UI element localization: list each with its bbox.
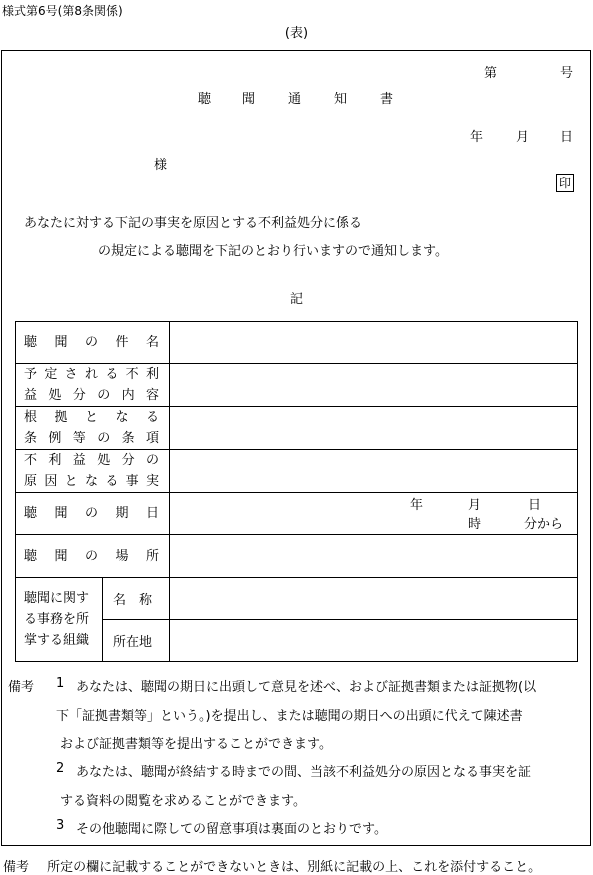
note-2-number: 2 xyxy=(56,761,65,776)
table-row xyxy=(16,578,578,620)
label-org-name: 名 称 xyxy=(103,578,170,620)
note-3-number: 3 xyxy=(56,818,65,833)
ki-heading: 記 xyxy=(290,292,304,307)
label-legal-basis: 根拠となる 条例等の条項 xyxy=(16,407,170,450)
value-case-name xyxy=(170,322,578,364)
seal-mark xyxy=(556,174,574,192)
label-case-name: 聴聞の件名 xyxy=(16,322,170,364)
value-planned-disposition xyxy=(170,364,578,407)
table-row xyxy=(16,322,578,364)
date-month: 月 xyxy=(516,130,530,145)
addressee-suffix: 様 xyxy=(154,158,168,173)
label-cause-facts: 不利益処分の 原因となる事実 xyxy=(16,450,170,493)
note-2-line-1: あなたは、聴聞が終結する時までの間、当該不利益処分の原因となる事実を証 xyxy=(76,765,532,780)
label-organization: 聴聞に関す る事務を所 掌する組織 xyxy=(16,578,103,662)
footer-text: 所定の欄に記載することができないときは、別紙に記載の上、これを添付すること。 xyxy=(47,860,542,875)
table-row xyxy=(16,493,578,535)
hearing-minute: 分から xyxy=(524,517,564,532)
table-row xyxy=(16,535,578,578)
hearing-year: 年 xyxy=(410,498,424,513)
note-1-number: 1 xyxy=(56,676,65,691)
date-year: 年 xyxy=(470,130,484,145)
table-row xyxy=(16,364,578,407)
side-label: (表) xyxy=(284,26,309,41)
value-hearing-place xyxy=(170,535,578,578)
title-char: 聴 xyxy=(198,92,212,107)
form-number-label: 様式第6号(第8条関係) xyxy=(2,4,123,18)
number-dai: 第 xyxy=(484,66,498,81)
value-cause-facts xyxy=(170,450,578,493)
note-2-line-2: する資料の閲覧を求めることができます。 xyxy=(60,794,306,809)
footer-remarks xyxy=(3,856,541,875)
title-char: 知 xyxy=(334,92,348,107)
note-1-line-2: 下「証拠書類等」という。)を提出し、または聴聞の期日への出頭に代えて陳述書 xyxy=(56,709,523,724)
footer-heading: 備考 xyxy=(3,860,30,875)
hearing-details-table xyxy=(15,321,578,662)
hearing-day: 日 xyxy=(528,498,542,513)
note-3-line-1: その他聴聞に際しての留意事項は裏面のとおりです。 xyxy=(76,822,387,837)
number-go: 号 xyxy=(560,66,574,81)
hearing-month: 月 xyxy=(468,498,482,513)
title-char: 通 xyxy=(288,92,302,107)
seal-char: 印 xyxy=(558,176,571,190)
table-row xyxy=(16,450,578,493)
title-char: 聞 xyxy=(242,92,256,107)
label-hearing-date: 聴聞の期日 xyxy=(16,493,170,535)
value-org-name xyxy=(170,578,578,620)
body-line-2: の規定による聴聞を下記のとおり行いますので通知します。 xyxy=(98,244,448,259)
note-1-line-3: および証拠書類等を提出することができます。 xyxy=(60,737,332,752)
value-hearing-date xyxy=(170,493,578,535)
table-row xyxy=(16,407,578,450)
notes-heading: 備考 xyxy=(8,680,35,695)
value-legal-basis xyxy=(170,407,578,450)
note-1-line-1: あなたは、聴聞の期日に出頭して意見を述べ、および証拠書類または証拠物(以 xyxy=(76,680,537,695)
label-planned-disposition: 予定される不利 益処分の内容 xyxy=(16,364,170,407)
hearing-hour: 時 xyxy=(468,517,482,532)
date-day: 日 xyxy=(560,130,574,145)
body-line-1: あなたに対する下記の事実を原因とする不利益処分に係る xyxy=(24,216,363,231)
value-org-address xyxy=(170,620,578,662)
title-char: 書 xyxy=(380,92,394,107)
label-org-address: 所在地 xyxy=(103,620,170,662)
label-hearing-place: 聴聞の場所 xyxy=(16,535,170,578)
